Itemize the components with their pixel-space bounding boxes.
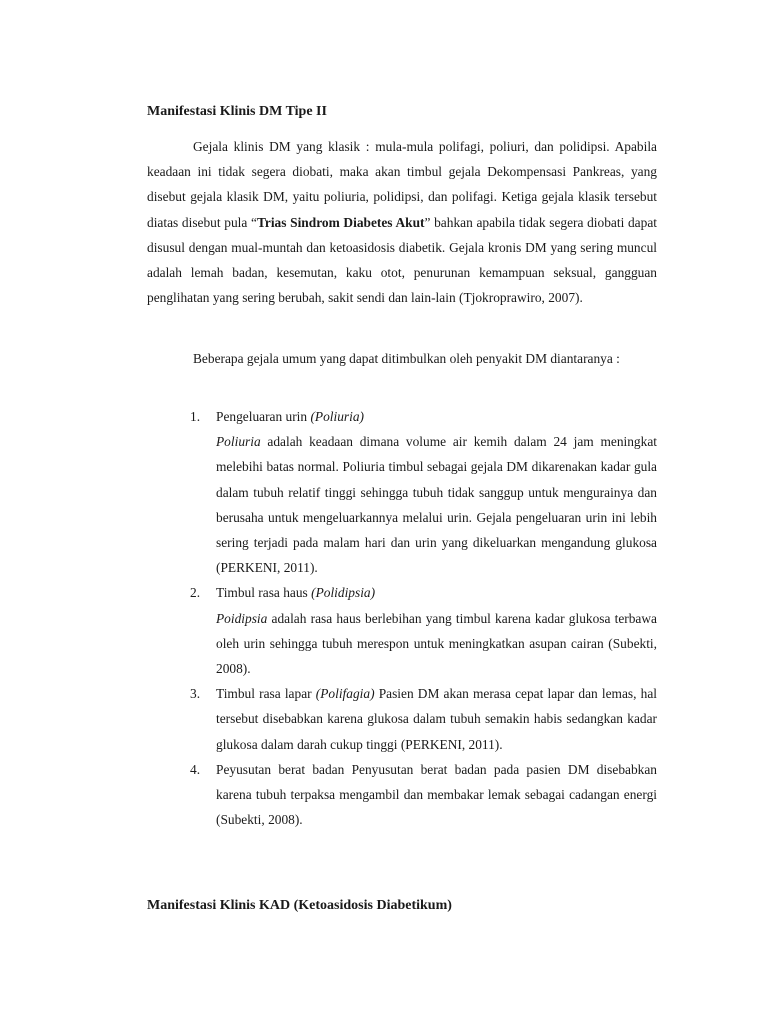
- section-heading-kad: Manifestasi Klinis KAD (Ketoasidosis Diabetikum): [147, 898, 452, 913]
- list-item-description: Poidipsia adalah rasa haus berlebihan yang timbul karena kadar glukosa terbawa oleh urin sehingga tubuh merespon untuk meningkatkan asupan cairan (Subekti, 2008).: [216, 610, 657, 677]
- list-item-text: Timbul rasa lapar (Polifagia) Pasien DM akan merasa cepat lapar dan lemas, hal tersebut disebabkan karena glukosa dalam tubuh semakin habis sedangkan kadar glukosa dalam darah cukup tinggi (PERKENI, 2011).: [216, 686, 657, 752]
- list-item: [190, 580, 657, 681]
- list-item-title: Pengeluaran urin (Poliuria): [216, 409, 365, 424]
- paragraph-gejala-klinis: [147, 134, 657, 310]
- list-number: 1.: [190, 409, 201, 424]
- list-number: 3.: [190, 686, 201, 702]
- list-number: 4.: [190, 761, 201, 777]
- list-item: [190, 404, 657, 580]
- list-item: [190, 681, 657, 757]
- paragraph-text: ” bahkan apabila tidak segera diobati dapat disusul dengan mual-muntah dan ketoasidosis diabetik. Gejala kronis DM yang sering muncul adalah lemah badan, kesemutan, kaku otot, penurunan kemampuan seksual, gangguan penglihatan yang sering berubah, sakit sendi dan lain-lain (Tjokroprawiro, 2007).: [147, 214, 657, 306]
- list-number: 2.: [190, 585, 201, 601]
- list-item-description: Poliuria adalah keadaan dimana volume air kemih dalam 24 jam meningkat melebihi batas normal. Poliuria timbul sebagai gejala DM dikarenakan kadar gula dalam tubuh relatif tinggi sehingga tubuh tidak sanggup untuk mengurainya dan berusaha untuk mengeluarkannya melalui urin. Gejala pengeluaran urin ini lebih sering terjadi pada malam hari dan urin yang dikeluarkan mengandung glukosa (PERKENI, 2011).: [216, 434, 657, 576]
- paragraph-text: Gejala klinis DM yang klasik : mula-mula polifagi, poliuri, dan polidipsi. Apabila keadaan ini tidak segera diobati, maka akan timbul gejala Dekompensasi Pankreas, yang disebut gejala klasik DM, yaitu poliuria, polidipsi, dan polifagi. Ketiga gejala klasik tersebut diatas disebut pula “: [147, 139, 657, 230]
- paragraph-gejala-umum: Beberapa gejala umum yang dapat ditimbulkan oleh penyakit DM diantaranya :: [193, 351, 620, 366]
- list-item: [190, 757, 657, 833]
- symptom-list: [190, 404, 657, 832]
- list-item-text: Peyusutan berat badan Penyusutan berat badan pada pasien DM disebabkan karena tubuh terpaksa mengambil dan membakar lemak sebagai cadangan energi (Subekti, 2008).: [216, 761, 657, 828]
- list-item-title: Timbul rasa haus (Polidipsia): [216, 585, 376, 601]
- bold-term-trias: Trias Sindrom Diabetes Akut: [256, 214, 425, 230]
- section-heading-dm-tipe-ii: Manifestasi Klinis DM Tipe II: [147, 104, 327, 119]
